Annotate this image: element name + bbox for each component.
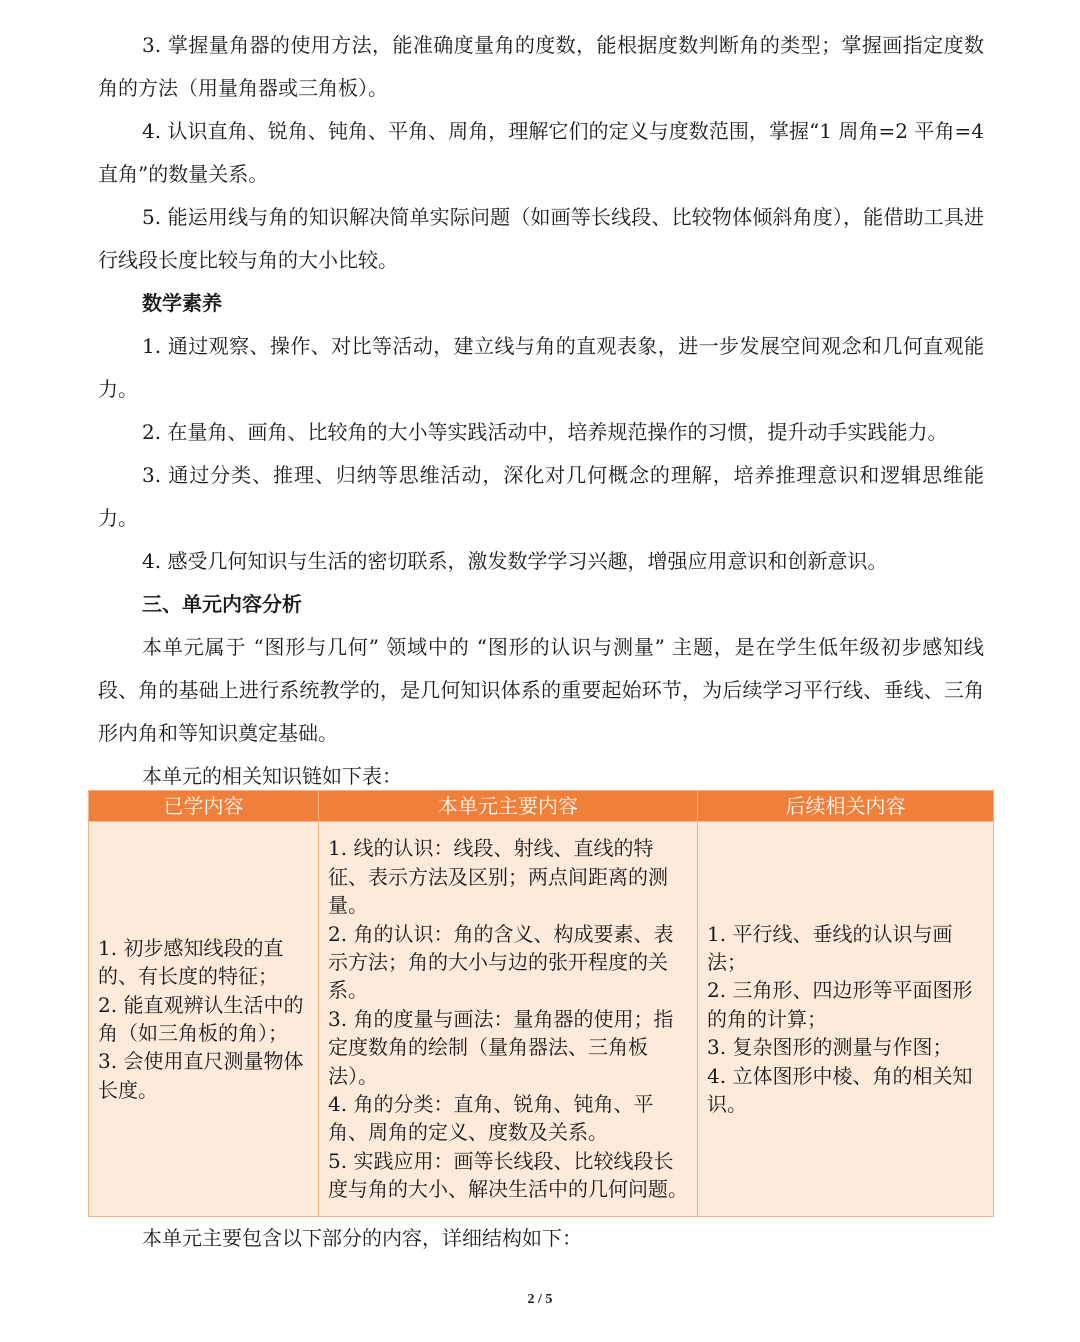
after-table-section bbox=[98, 1217, 984, 1260]
header-main: 本单元主要内容 bbox=[319, 791, 698, 822]
table-intro: 本单元的相关知识链如下表： bbox=[142, 764, 402, 788]
objective-paragraph-3: 3. 掌握量角器的使用方法，能准确度量角的度数，能根据度数判断角的类型；掌握画指定度数角的方法（用量角器或三角板）。 bbox=[98, 33, 984, 100]
cell-main bbox=[319, 822, 698, 1217]
objective-paragraph-4: 4. 认识直角、锐角、钝角、平角、周角，理解它们的定义与度数范围，掌握“1 周角=2 平角=4 直角”的数量关系。 bbox=[98, 119, 984, 186]
main-item-3: 3. 角的度量与画法：量角器的使用；指定度数角的绘制（量角器法、三角板法）。 bbox=[328, 1006, 674, 1088]
header-learned: 已学内容 bbox=[89, 791, 319, 822]
structure-intro: 本单元主要包含以下部分的内容，详细结构如下： bbox=[142, 1226, 582, 1250]
literacy-heading: 数学素养 bbox=[142, 291, 222, 315]
knowledge-chain-table bbox=[88, 790, 994, 1217]
literacy-item-2: 2. 在量角、画角、比较角的大小等实践活动中，培养规范操作的习惯，提升动手实践能力。 bbox=[142, 420, 948, 444]
main-item-4: 4. 角的分类：直角、锐角、钝角、平角、周角的定义、度数及关系。 bbox=[328, 1092, 654, 1145]
main-item-5: 5. 实践应用：画等长线段、比较线段长度与角的大小、解决生活中的几何问题。 bbox=[328, 1148, 688, 1202]
learned-item-1: 1. 初步感知线段的直的、有长度的特征； bbox=[98, 935, 284, 989]
page-indicator: 2 / 5 bbox=[527, 1292, 553, 1307]
objective-paragraph-5: 5. 能运用线与角的知识解决简单实际问题（如画等长线段、比较物体倾斜角度），能借助工具进行线段长度比较与角的大小比较。 bbox=[98, 205, 984, 272]
learned-item-3: 3. 会使用直尺测量物体长度。 bbox=[98, 1049, 304, 1102]
learned-item-2: 2. 能直观辨认生活中的角（如三角板的角）； bbox=[98, 992, 304, 1045]
future-item-3: 3. 复杂图形的测量与作图； bbox=[707, 1035, 953, 1060]
table-row bbox=[89, 822, 994, 1217]
main-item-2: 2. 角的认识：角的含义、构成要素、表示方法；角的大小与边的张开程度的关系。 bbox=[328, 921, 674, 1003]
literacy-item-3: 3. 通过分类、推理、归纳等思维活动，深化对几何概念的理解，培养推理意识和逻辑思维能力。 bbox=[98, 463, 984, 530]
header-future: 后续相关内容 bbox=[698, 791, 994, 822]
analysis-heading: 三、单元内容分析 bbox=[142, 592, 302, 616]
main-item-1: 1. 线的认识：线段、射线、直线的特征、表示方法及区别；两点间距离的测量。 bbox=[328, 836, 668, 918]
table-header-row bbox=[89, 791, 994, 822]
future-item-2: 2. 三角形、四边形等平面图形的角的计算； bbox=[707, 978, 973, 1031]
cell-future bbox=[698, 822, 994, 1217]
literacy-item-4: 4. 感受几何知识与生活的密切联系，激发数学学习兴趣，增强应用意识和创新意识。 bbox=[142, 549, 888, 573]
future-item-4: 4. 立体图形中棱、角的相关知识。 bbox=[707, 1063, 973, 1117]
document-body bbox=[98, 24, 984, 798]
cell-learned bbox=[89, 822, 319, 1217]
future-item-1: 1. 平行线、垂线的认识与画法； bbox=[707, 921, 953, 974]
analysis-paragraph: 本单元属于 “图形与几何” 领域中的 “图形的认识与测量” 主题，是在学生低年级初步感知线段、角的基础上进行系统教学的，是几何知识体系的重要起始环节，为后续学习平行线、垂线、三角形内角和等知识奠定基础。 bbox=[98, 635, 984, 745]
literacy-item-1: 1. 通过观察、操作、对比等活动，建立线与角的直观表象，进一步发展空间观念和几何直观能力。 bbox=[98, 334, 984, 401]
